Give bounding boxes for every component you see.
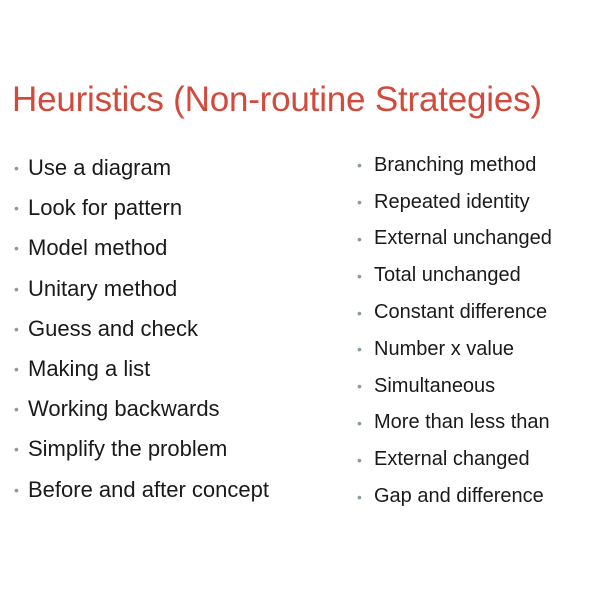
list-item [357, 147, 552, 184]
bullet-dot-icon: • [357, 488, 362, 505]
bullet-dot-icon: • [357, 194, 362, 211]
list-item [14, 429, 269, 469]
bullet-dot-icon: • [357, 414, 362, 431]
list-item [14, 269, 269, 309]
list-item-label: Repeated identity [374, 190, 530, 213]
list-item-label: Working backwards [28, 396, 220, 422]
list-item-label: Guess and check [28, 315, 198, 341]
bullet-dot-icon: • [14, 401, 19, 418]
list-item [357, 257, 552, 294]
bullet-dot-icon: • [357, 304, 362, 321]
list-item [14, 188, 269, 228]
list-item-label: Model method [28, 235, 168, 261]
list-item [357, 331, 552, 368]
list-item-label: Making a list [28, 356, 151, 382]
list-item-label: Unitary method [28, 275, 178, 301]
list-item [357, 441, 552, 478]
list-item-label: Before and after concept [28, 476, 269, 502]
list-item [14, 148, 269, 188]
list-item [14, 389, 269, 429]
right-strategy-list [357, 147, 552, 515]
list-item [357, 368, 552, 405]
bullet-dot-icon: • [14, 240, 19, 257]
bullet-dot-icon: • [357, 230, 362, 247]
bullet-dot-icon: • [14, 361, 19, 378]
list-item-label: Total unchanged [374, 264, 521, 287]
list-item [357, 294, 552, 331]
list-item [14, 349, 269, 389]
left-strategy-list [14, 148, 269, 510]
bullet-dot-icon: • [357, 378, 362, 395]
list-item [14, 309, 269, 349]
list-item-label: Number x value [374, 337, 515, 360]
list-item [357, 221, 552, 258]
bullet-dot-icon: • [14, 200, 19, 217]
bullet-dot-icon: • [14, 160, 19, 177]
list-item-label: External changed [374, 448, 530, 471]
bullet-dot-icon: • [357, 341, 362, 358]
list-item-label: Simultaneous [374, 374, 496, 397]
bullet-dot-icon: • [357, 451, 362, 468]
bullet-dot-icon: • [357, 157, 362, 174]
list-item-label: Look for pattern [28, 195, 183, 221]
bullet-dot-icon: • [14, 481, 19, 498]
list-item [357, 478, 552, 515]
list-item [14, 470, 269, 510]
slide-title: Heuristics (Non-routine Strategies) [12, 80, 542, 119]
bullet-dot-icon: • [357, 267, 362, 284]
bullet-dot-icon: • [14, 441, 19, 458]
bullet-dot-icon: • [14, 320, 19, 337]
list-item-label: External unchanged [374, 227, 552, 250]
list-item-label: Use a diagram [28, 155, 172, 181]
list-item-label: Branching method [374, 153, 537, 176]
list-item-label: Simplify the problem [28, 436, 228, 462]
list-item [357, 405, 552, 442]
list-item [14, 228, 269, 268]
list-item-label: More than less than [374, 411, 550, 434]
list-item [357, 184, 552, 221]
bullet-dot-icon: • [14, 280, 19, 297]
list-item-label: Gap and difference [374, 485, 544, 508]
list-item-label: Constant difference [374, 301, 548, 324]
